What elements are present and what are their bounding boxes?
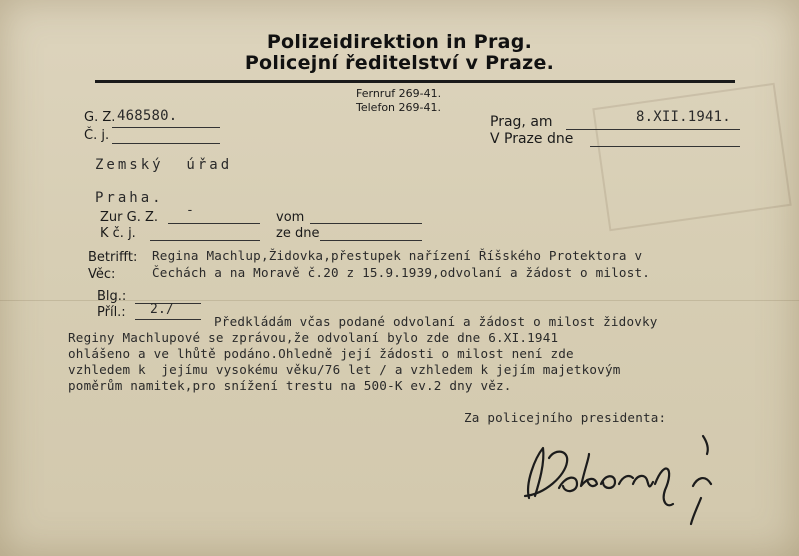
date-underline xyxy=(566,129,740,130)
signature-image xyxy=(515,428,725,526)
header-title-czech: Policejní ředitelství v Praze. xyxy=(244,52,555,74)
attachments-value: 2./ xyxy=(150,302,175,317)
header-title-german: Polizeidirektion in Prag. xyxy=(266,31,533,53)
zedne-label: ze dne xyxy=(276,226,320,241)
addressee-line1: Zemský úřad xyxy=(95,157,233,173)
pril-label: Příl.: xyxy=(97,305,126,320)
body-line4: vzhledem k jejímu vysokému věku/76 let / a vzhledem k jejím majetkovým xyxy=(68,362,621,377)
vom-label: vom xyxy=(276,210,305,225)
cj-underline xyxy=(112,143,220,144)
prag-label: Prag, am xyxy=(490,114,553,130)
date-underline-2 xyxy=(590,146,740,147)
body-line3: ohlášeno a ve lhůtě podáno.Ohledně její žádosti o milost není zde xyxy=(68,346,574,361)
body-line5: poměrům namitek,pro snížení trestu na 500-K ev.2 dny věz. xyxy=(68,378,512,393)
body-line1: Předkládám včas podané odvolaní a žádost o milost židovky xyxy=(214,314,658,329)
betrifft-label: Betrifft: xyxy=(88,250,138,265)
telefon-line: Telefon 269-41. xyxy=(356,101,441,114)
body-line2: Reginy Machlupové se zprávou,že odvolaní bylo zde dne 6.XI.1941 xyxy=(68,330,559,345)
addressee-line2: Praha. xyxy=(95,190,164,206)
gz-label: G. Z. xyxy=(84,110,116,125)
header-rule xyxy=(95,80,735,83)
cj-label: Č. j. xyxy=(84,128,110,143)
pril-underline xyxy=(135,319,201,320)
zur-gz-underline xyxy=(168,223,260,224)
praze-label: V Praze dne xyxy=(490,131,574,147)
kcj-underline xyxy=(150,240,260,241)
zur-gz-label: Zur G. Z. xyxy=(100,210,158,225)
fernruf-line: Fernruf 269-41. xyxy=(356,87,442,100)
subject-line1: Regina Machlup,Židovka,přestupek nařízení Říšského Protektora v xyxy=(152,248,643,263)
date-value: 8.XII.1941. xyxy=(636,109,731,125)
vom-underline xyxy=(310,223,422,224)
zedne-underline xyxy=(320,240,422,241)
ghost-stamp xyxy=(592,83,791,231)
blg-label: Blg.: xyxy=(97,289,127,304)
subject-line2: Čechách a na Moravě č.20 z 15.9.1939,odvolaní a žádost o milost. xyxy=(152,265,651,280)
vec-label: Věc: xyxy=(88,267,116,282)
zur-gz-value: - xyxy=(186,203,195,218)
gz-underline xyxy=(112,127,220,128)
kcj-label: K č. j. xyxy=(100,226,136,241)
gz-value: 468580. xyxy=(117,108,178,124)
closing-text: Za policejního presidenta: xyxy=(464,410,667,425)
